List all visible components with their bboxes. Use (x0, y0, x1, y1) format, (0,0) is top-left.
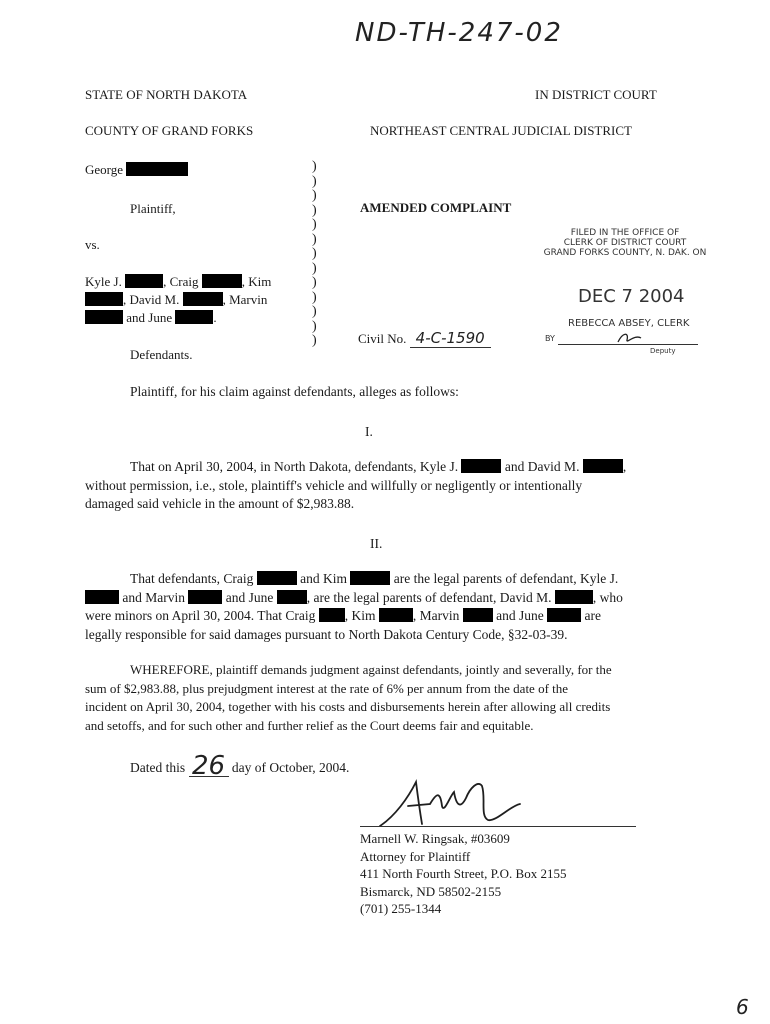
defendant-line-2: , David M. , Marvin (85, 292, 267, 308)
state-heading: STATE OF NORTH DAKOTA (85, 87, 248, 102)
signature-block: Marnell W. Ringsak, #03609 Attorney for Plaintiff 411 North Fourth Street, P.O. Box 2155 Bismarck, ND 58502-2155 (701) 255-1344 (360, 831, 567, 916)
stamp-deputy: Deputy (650, 347, 676, 355)
redaction-bar (319, 608, 345, 622)
dated-line: Dated this 26 day of October, 2004. (130, 751, 350, 781)
versus-label: vs. (85, 237, 100, 252)
redaction-bar (175, 310, 213, 324)
court-heading: IN DISTRICT COURT (535, 87, 657, 102)
civil-number-value: 4-C-1590 (410, 329, 491, 348)
section-1-numeral: I. (365, 424, 373, 439)
stamp-clerk: REBECCA ABSEY, CLERK (568, 318, 690, 329)
redaction-bar (125, 274, 163, 288)
page-number: 6 (736, 995, 749, 1019)
caption-parentheses: ) ) ) ) ) ) ) ) ) ) ) ) ) (312, 159, 317, 348)
redaction-bar (202, 274, 242, 288)
redaction-bar (257, 571, 297, 585)
redaction-bar (188, 590, 222, 604)
redaction-bar (350, 571, 390, 585)
redaction-bar (379, 608, 413, 622)
handwritten-reference: ND-TH-247-02 (355, 18, 563, 48)
plaintiff-label: Plaintiff, (130, 201, 176, 216)
redaction-bar (555, 590, 593, 604)
dated-day: 26 (189, 757, 229, 777)
redaction-bar (183, 292, 223, 306)
redaction-bar (126, 162, 188, 176)
wherefore-paragraph: WHEREFORE, plaintiff demands judgment against defendants, jointly and severally, for the sum of $2,983.88, plus prejudgment interest at the rate of 6% per annum from the date of the incident on April 30, 2004, together with his costs and disbursements herein after allowing all credits and setoffs, and for such other and further relief as the Court deems fair and equitable. (85, 662, 612, 733)
plaintiff-name: George (85, 162, 188, 178)
handwritten-signature (370, 776, 560, 832)
section-2-text: That defendants, Craig and Kim are the legal parents of defendant, Kyle J. and Marvin and June , are the legal parents of defendant, David M. , who were minors on April 30, 2004. That Craig , Kim , Marvin and June are legally responsible for said damages pursuant to North Dakota Century Code, §32-03-39. (85, 571, 623, 642)
civil-number: Civil No. 4-C-1590 (358, 329, 491, 347)
stamp-by: BY (545, 334, 555, 343)
redaction-bar (85, 292, 123, 306)
redaction-bar (85, 590, 119, 604)
redaction-bar (277, 590, 307, 604)
redaction-bar (85, 310, 123, 324)
redaction-bar (461, 459, 501, 473)
section-1-text: That on April 30, 2004, in North Dakota, defendants, Kyle J. and David M. , without permission, i.e., stole, plaintiff's vehicle and willfully or negligently or intentionally damaged said vehicle in the amount of $2,983.88. (85, 459, 627, 511)
defendants-label: Defendants. (130, 347, 193, 362)
document-title: AMENDED COMPLAINT (360, 200, 512, 215)
stamp-initials-mark (615, 330, 645, 346)
signature-line (360, 826, 636, 827)
filing-stamp: FILED IN THE OFFICE OF CLERK OF DISTRICT COURT GRAND FORKS COUNTY, N. DAK. ON (543, 228, 707, 258)
defendant-line-1: Kyle J. , Craig , Kim (85, 274, 272, 289)
redaction-bar (463, 608, 493, 622)
redaction-bar (547, 608, 581, 622)
redaction-bar (583, 459, 623, 473)
stamp-date: DEC 7 2004 (578, 286, 685, 307)
intro-paragraph: Plaintiff, for his claim against defendants, alleges as follows: (130, 384, 459, 399)
section-2-numeral: II. (370, 536, 383, 551)
district-heading: NORTHEAST CENTRAL JUDICIAL DISTRICT (370, 123, 632, 138)
defendant-line-3: and June . (85, 310, 217, 326)
county-heading: COUNTY OF GRAND FORKS (85, 123, 254, 138)
